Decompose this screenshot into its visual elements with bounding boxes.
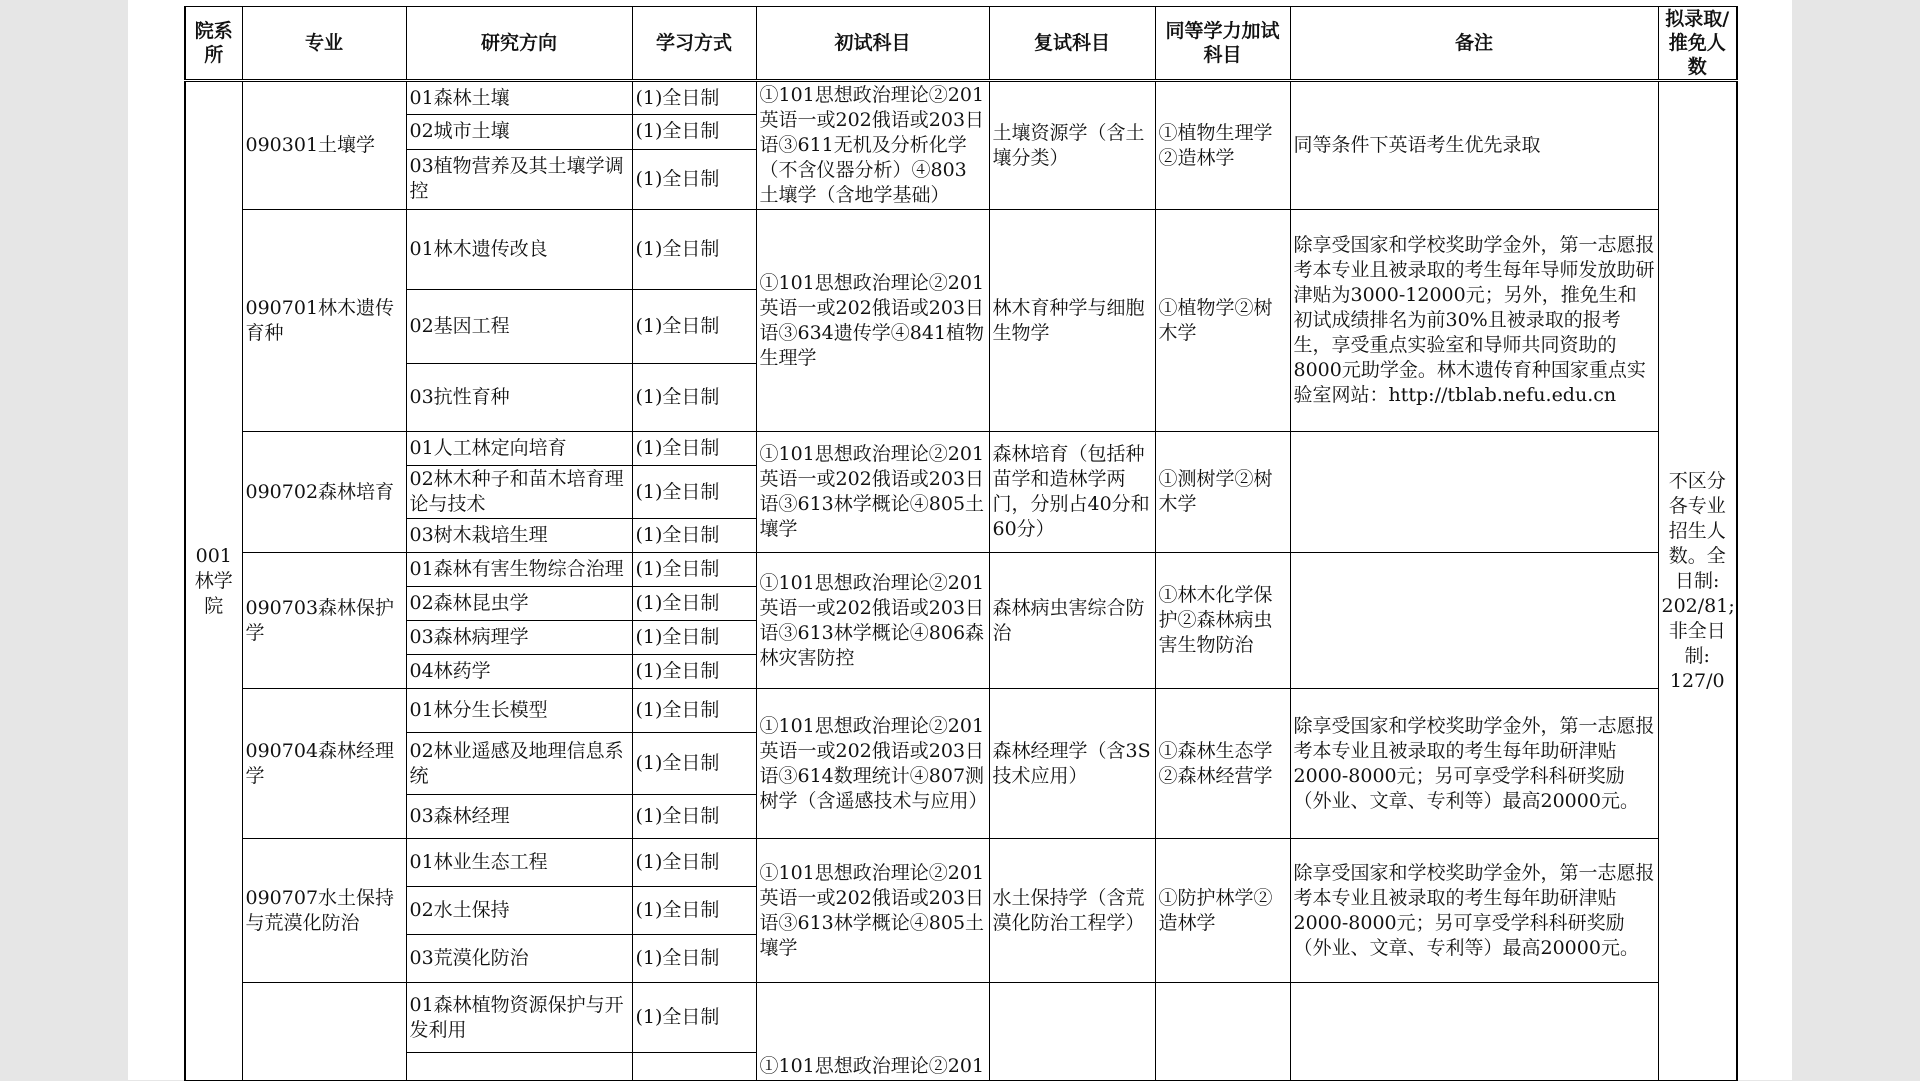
retest-subjects (989, 983, 1155, 1081)
header-dept: 院系所 (185, 7, 242, 81)
mode: (1)全日制 (632, 733, 756, 795)
direction: 01森林植物资源保护与开发利用 (406, 983, 632, 1053)
mode: (1)全日制 (632, 149, 756, 209)
direction-empty (406, 1053, 632, 1081)
retest-subjects: 林木育种学与细胞生物学 (989, 210, 1155, 432)
exam-subjects: ①101思想政治理论②201英语一或202俄语或203日语③634遗传学④841植物生理学 (756, 210, 989, 432)
major-name: 090704森林经理学 (242, 689, 406, 839)
remarks: 除享受国家和学校奖助学金外，第一志愿报考本专业且被录取的考生每年导师发放助研津贴为3000-12000元；另外，推免生和初试成绩排名为前30%且被录取的报考生，享受重点实验室和导师共同资助的8000元助学金。林木遗传育种国家重点实验室网站：http://tblab.nefu.edu.cn (1290, 210, 1658, 432)
direction: 03植物营养及其土壤学调控 (406, 149, 632, 209)
direction: 01林分生长模型 (406, 689, 632, 733)
table-row (185, 432, 1737, 466)
mode: (1)全日制 (632, 115, 756, 149)
table-row (185, 689, 1737, 733)
mode: (1)全日制 (632, 290, 756, 364)
direction: 02城市土壤 (406, 115, 632, 149)
direction: 03森林经理 (406, 795, 632, 839)
direction: 01林木遗传改良 (406, 210, 632, 290)
table-row (185, 210, 1737, 290)
mode: (1)全日制 (632, 587, 756, 621)
mode-empty (632, 1053, 756, 1081)
table-row (185, 81, 1737, 115)
direction: 03荒漠化防治 (406, 935, 632, 983)
mode: (1)全日制 (632, 553, 756, 587)
admission-table (184, 6, 1738, 1081)
header-major: 专业 (242, 7, 406, 81)
mode: (1)全日制 (632, 466, 756, 519)
remarks: 同等条件下英语考生优先录取 (1290, 81, 1658, 210)
direction: 01人工林定向培育 (406, 432, 632, 466)
retest-subjects: 森林经理学（含3S技术应用） (989, 689, 1155, 839)
major-name: 090703森林保护学 (242, 553, 406, 689)
direction: 03森林病理学 (406, 621, 632, 655)
mode: (1)全日制 (632, 655, 756, 689)
exam-subjects: ①101思想政治理论②201英语一或202俄语或203日语③614数理统计④807测树学（含遥感技术与应用） (756, 689, 989, 839)
header-equiv: 同等学力加试科目 (1155, 7, 1290, 81)
mode: (1)全日制 (632, 795, 756, 839)
retest-subjects: 水土保持学（含荒漠化防治工程学） (989, 839, 1155, 983)
exam-subjects: ①101思想政治理论②201 (756, 983, 989, 1081)
exam-subjects: ①101思想政治理论②201英语一或202俄语或203日语③613林学概论④805土壤学 (756, 839, 989, 983)
header-mode: 学习方式 (632, 7, 756, 81)
mode: (1)全日制 (632, 983, 756, 1053)
mode: (1)全日制 (632, 935, 756, 983)
header-note: 备注 (1290, 7, 1658, 81)
exam-subjects: ①101思想政治理论②201英语一或202俄语或203日语③613林学概论④805土壤学 (756, 432, 989, 553)
equiv-subjects: ①林木化学保护②森林病虫害生物防治 (1155, 553, 1290, 689)
remarks (1290, 432, 1658, 553)
mode: (1)全日制 (632, 210, 756, 290)
equiv-subjects (1155, 983, 1290, 1081)
direction: 01森林有害生物综合治理 (406, 553, 632, 587)
major-name: 090702森林培育 (242, 432, 406, 553)
quota-cell: 不区分各专业招生人数。全日制: 202/81; 非全日制: 127/0 (1658, 81, 1737, 1081)
direction: 02森林昆虫学 (406, 587, 632, 621)
retest-subjects: 土壤资源学（含土壤分类） (989, 81, 1155, 210)
direction: 02林木种子和苗木培育理论与技术 (406, 466, 632, 519)
direction: 02水土保持 (406, 887, 632, 935)
direction: 01林业生态工程 (406, 839, 632, 887)
table-row (185, 983, 1737, 1053)
table-row (185, 839, 1737, 887)
remarks: 除享受国家和学校奖助学金外，第一志愿报考本专业且被录取的考生每年助研津贴2000-8000元；另可享受学科科研奖励（外业、文章、专利等）最高20000元。 (1290, 839, 1658, 983)
major-name: 090301土壤学 (242, 81, 406, 210)
mode: (1)全日制 (632, 364, 756, 432)
header-exam: 初试科目 (756, 7, 989, 81)
mode: (1)全日制 (632, 689, 756, 733)
mode: (1)全日制 (632, 887, 756, 935)
equiv-subjects: ①测树学②树木学 (1155, 432, 1290, 553)
exam-subjects: ①101思想政治理论②201英语一或202俄语或203日语③611无机及分析化学（不含仪器分析）④803土壤学（含地学基础） (756, 81, 989, 210)
remarks: 除享受国家和学校奖助学金外，第一志愿报考本专业且被录取的考生每年助研津贴2000-8000元；另可享受学科科研奖励（外业、文章、专利等）最高20000元。 (1290, 689, 1658, 839)
header-retest: 复试科目 (989, 7, 1155, 81)
equiv-subjects: ①植物生理学②造林学 (1155, 81, 1290, 210)
mode: (1)全日制 (632, 839, 756, 887)
direction: 01森林土壤 (406, 81, 632, 115)
header-row (185, 7, 1737, 81)
mode: (1)全日制 (632, 621, 756, 655)
equiv-subjects: ①森林生态学②森林经营学 (1155, 689, 1290, 839)
direction: 04林药学 (406, 655, 632, 689)
direction: 03树木栽培生理 (406, 519, 632, 553)
direction: 02基因工程 (406, 290, 632, 364)
mode: (1)全日制 (632, 81, 756, 115)
header-quota: 拟录取/推免人数 (1658, 7, 1737, 81)
mode: (1)全日制 (632, 432, 756, 466)
remarks (1290, 553, 1658, 689)
equiv-subjects: ①防护林学②造林学 (1155, 839, 1290, 983)
direction: 03抗性育种 (406, 364, 632, 432)
major-name: 090701林木遗传育种 (242, 210, 406, 432)
remarks (1290, 983, 1658, 1081)
retest-subjects: 森林培育（包括种苗学和造林学两门，分别占40分和60分） (989, 432, 1155, 553)
direction: 02林业遥感及地理信息系统 (406, 733, 632, 795)
header-direction: 研究方向 (406, 7, 632, 81)
exam-subjects: ①101思想政治理论②201英语一或202俄语或203日语③613林学概论④806森林灾害防控 (756, 553, 989, 689)
table-row (185, 553, 1737, 587)
document-page (128, 0, 1792, 1080)
dept-cell: 001林学院 (185, 81, 242, 1081)
major-name: 090707水土保持与荒漠化防治 (242, 839, 406, 983)
mode: (1)全日制 (632, 519, 756, 553)
major-name (242, 983, 406, 1081)
retest-subjects: 森林病虫害综合防治 (989, 553, 1155, 689)
equiv-subjects: ①植物学②树木学 (1155, 210, 1290, 432)
